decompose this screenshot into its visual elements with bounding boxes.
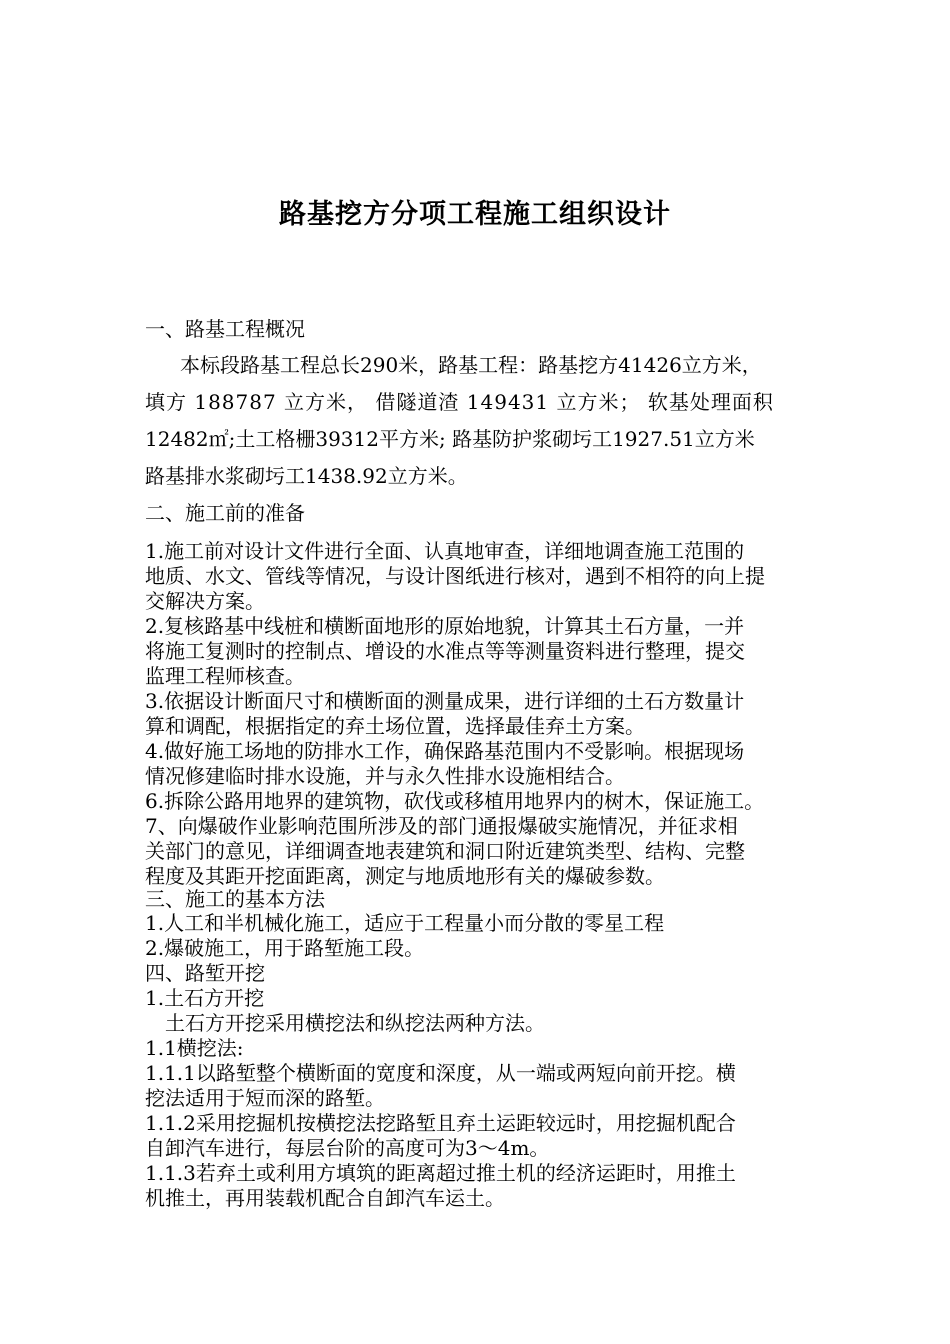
paragraph-line: 挖法适用于短而深的路堑。: [145, 1086, 385, 1110]
paragraph-line: 6.拆除公路用地界的建筑物，砍伐或移植用地界内的树木，保证施工。: [145, 789, 765, 813]
paragraph-line: 4.做好施工场地的防排水工作，确保路基范围内不受影响。根据现场: [145, 739, 745, 763]
paragraph-line: 将施工复测时的控制点、增设的水准点等等测量资料进行整理，提交: [145, 639, 745, 663]
section-heading-1: 一、路基工程概况: [145, 317, 305, 341]
paragraph-line: 情况修建临时排水设施，并与永久性排水设施相结合。: [145, 764, 625, 788]
paragraph-line: 关部门的意见，详细调查地表建筑和洞口附近建筑类型、结构、完整: [145, 839, 745, 863]
paragraph-line: 12482㎡;土工格栅39312平方米; 路基防护浆砌圬工1927.51立方米: [145, 427, 755, 451]
document-title: 路基挖方分项工程施工组织设计: [279, 199, 671, 230]
paragraph-line: 1.1.3若弃土或利用方填筑的距离超过推土机的经济运距时，用推土: [145, 1161, 736, 1185]
subsection-heading: 1.1横挖法:: [145, 1036, 244, 1060]
paragraph-line: 路基排水浆砌圬工1438.92立方米。: [145, 464, 468, 488]
paragraph-line: 算和调配，根据指定的弃土场位置，选择最佳弃土方案。: [145, 714, 645, 738]
paragraph-line: 监理工程师核查。: [145, 664, 305, 688]
paragraph-line: 本标段路基工程总长290米，路基工程：路基挖方41426立方米，: [180, 353, 762, 377]
paragraph-line: 7、向爆破作业影响范围所涉及的部门通报爆破实施情况，并征求相: [145, 814, 738, 838]
paragraph-line: 机推土，再用装载机配合自卸汽车运土。: [145, 1186, 505, 1210]
paragraph-line: 1.施工前对设计文件进行全面、认真地审查，详细地调查施工范围的: [145, 539, 745, 563]
section-heading-4: 四、路堑开挖: [145, 961, 265, 985]
paragraph-line: 1.1.1以路堑整个横断面的宽度和深度，从一端或两短向前开挖。横: [145, 1061, 736, 1085]
paragraph-line: 自卸汽车进行，每层台阶的高度可为3～4m。: [145, 1136, 550, 1160]
paragraph-line: 程度及其距开挖面距离，测定与地质地形有关的爆破参数。: [145, 864, 665, 888]
section-heading-3: 三、施工的基本方法: [145, 887, 325, 911]
paragraph-line: 1.1.2采用挖掘机按横挖法挖路堑且弃土运距较远时，用挖掘机配合: [145, 1111, 736, 1135]
paragraph-line: 土石方开挖采用横挖法和纵挖法两种方法。: [165, 1011, 545, 1035]
paragraph-line: 2.爆破施工，用于路堑施工段。: [145, 936, 425, 960]
paragraph-line: 填方 188787 立方米， 借隧道渣 149431 立方米； 软基处理面积: [145, 390, 774, 414]
paragraph-line: 2.复核路基中线桩和横断面地形的原始地貌，计算其土石方量，一并: [145, 614, 745, 638]
subsection-heading: 1.土石方开挖: [145, 986, 265, 1010]
paragraph-line: 1.人工和半机械化施工，适应于工程量小而分散的零星工程: [145, 911, 665, 935]
section-heading-2: 二、施工前的准备: [145, 501, 305, 525]
paragraph-line: 交解决方案。: [145, 589, 265, 613]
paragraph-line: 地质、水文、管线等情况，与设计图纸进行核对，遇到不相符的向上提: [145, 564, 765, 588]
paragraph-line: 3.依据设计断面尺寸和横断面的测量成果，进行详细的土石方数量计: [145, 689, 745, 713]
